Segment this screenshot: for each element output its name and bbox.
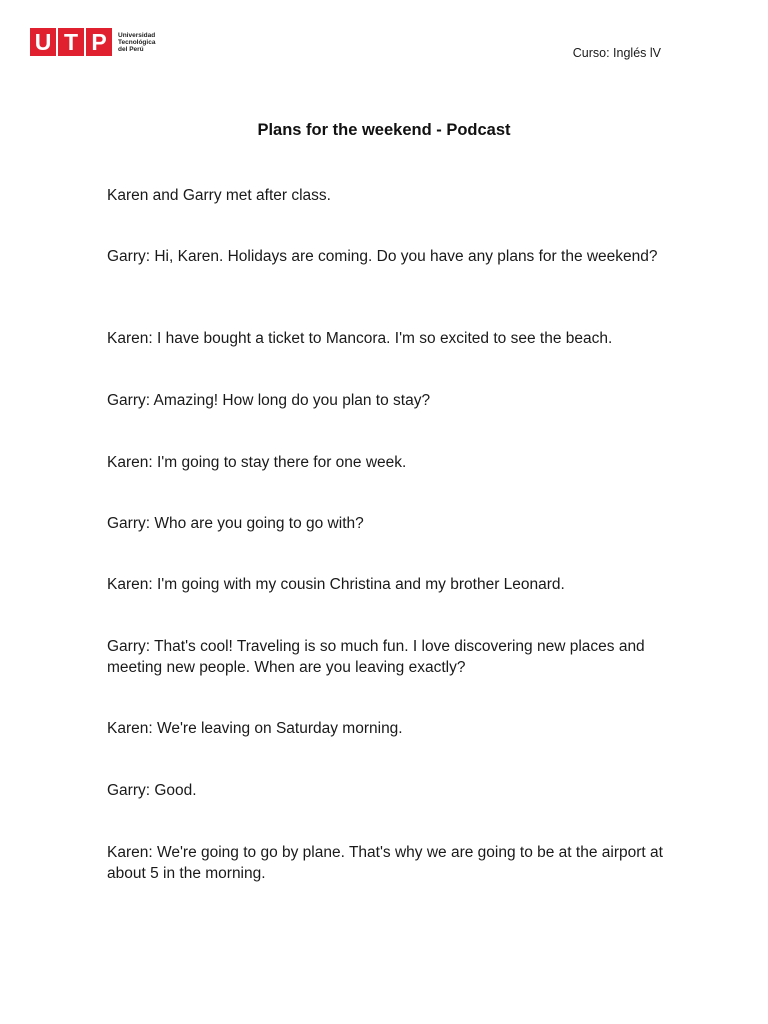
paragraph: Garry: Who are you going to go with? xyxy=(107,515,364,532)
logo-text-line: Universidad xyxy=(118,31,156,39)
paragraph: Karen: I'm going to stay there for one week. xyxy=(107,454,407,471)
paragraph: Garry: That's cool! Traveling is so much fun. I love discovering new places and meeting new people. When are you leaving exactly? xyxy=(107,638,645,676)
course-label: Curso: Inglés lV xyxy=(572,46,661,60)
document-title: Plans for the weekend - Podcast xyxy=(257,121,511,139)
logo-text-line: del Perú xyxy=(118,45,144,53)
paragraph: Garry: Good. xyxy=(107,782,197,799)
paragraph: Garry: Amazing! How long do you plan to stay? xyxy=(107,392,431,409)
paragraph: Karen: We're leaving on Saturday morning. xyxy=(107,720,403,737)
logo-text-line: Tecnológica xyxy=(118,38,156,46)
paragraph: Karen and Garry met after class. xyxy=(107,187,331,204)
logo-letter-u: U xyxy=(30,28,56,56)
utp-logo xyxy=(30,28,162,56)
paragraph: Karen: I'm going with my cousin Christina and my brother Leonard. xyxy=(107,576,565,593)
paragraph: Karen: We're going to go by plane. That's why we are going to be at the airport at about 5 in the morning. xyxy=(107,844,663,882)
paragraph: Garry: Hi, Karen. Holidays are coming. Do you have any plans for the weekend? xyxy=(107,248,658,265)
logo-letter-p: P xyxy=(86,28,112,56)
paragraph: Karen: I have bought a ticket to Mancora. I'm so excited to see the beach. xyxy=(107,330,613,347)
logo-university-name xyxy=(118,32,162,53)
logo-letter-t: T xyxy=(58,28,84,56)
